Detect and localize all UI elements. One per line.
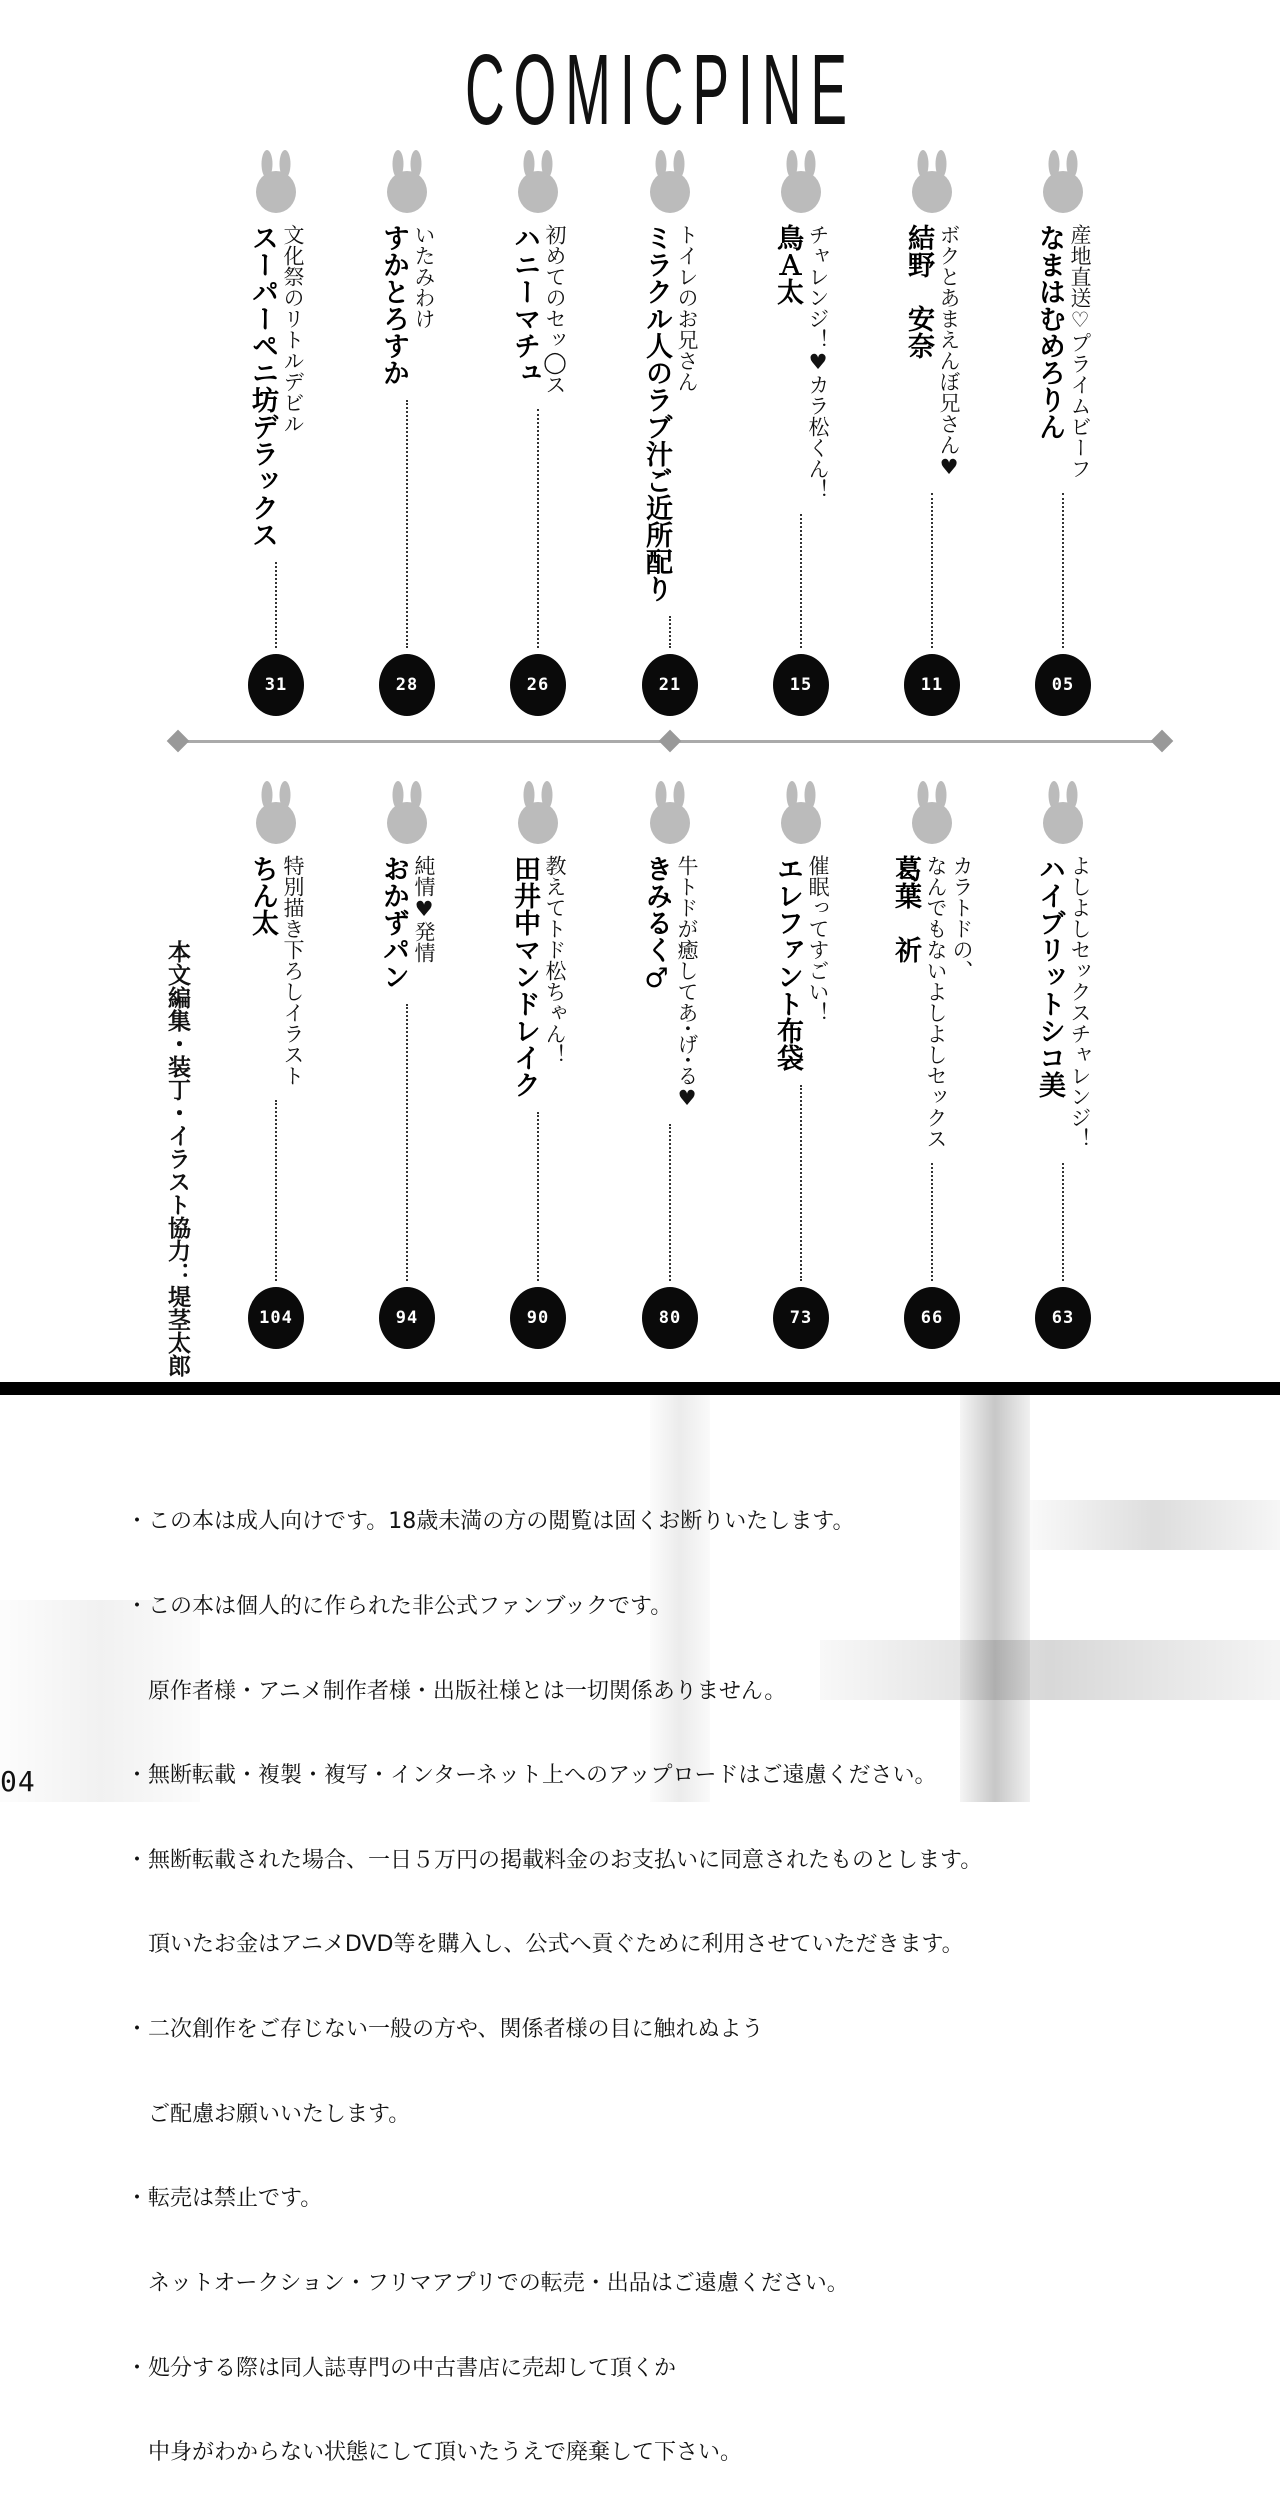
note-line: ・この本は個人的に作られた非公式ファンブックです。 [126, 1594, 673, 1620]
note-line: ネットオークション・フリマアプリでの転売・出品はご遠慮ください。 [126, 2270, 849, 2296]
page-number-badge: 31 [248, 654, 304, 716]
author-name: 田井中マンドレイク [509, 855, 540, 1098]
bunny-icon [644, 150, 696, 214]
bunny-icon [381, 150, 433, 214]
timeline-diamond-left [167, 730, 190, 753]
page-number-badge: 73 [773, 1287, 829, 1349]
bunny-icon [906, 150, 958, 214]
page-number-badge: 28 [379, 654, 435, 716]
page-number-badge: 26 [510, 654, 566, 716]
author-name: 鳥Ａ太 [772, 224, 803, 305]
note-line: ご配慮お願いいたします。 [126, 2101, 411, 2127]
story-title: 牛トドが癒してあ･げ･る♥ [675, 855, 699, 1110]
author-name: ちん太 [247, 855, 278, 936]
bunny-icon [512, 781, 564, 845]
page-number-badge: 63 [1035, 1287, 1091, 1349]
story-title: なんでもないよしよしセックス [924, 855, 948, 1149]
page-number-badge: 15 [773, 654, 829, 716]
note-line: ・無断転載・複製・複写・インターネット上へのアップロードはご遠慮ください。 [126, 1763, 937, 1789]
toc-entry[interactable] [1008, 781, 1118, 1349]
bunny-icon [775, 781, 827, 845]
dotted-leader [669, 1124, 671, 1281]
dotted-leader [406, 1004, 408, 1281]
author-name: スーパーペニ坊デラックス [247, 224, 278, 548]
dotted-leader [406, 400, 408, 648]
story-title: 純情♥発情 [412, 855, 436, 963]
story-title: 特別描き下ろしイラスト [281, 855, 305, 1086]
toc-entry[interactable] [483, 781, 593, 1349]
bunny-icon [775, 150, 827, 214]
dotted-leader [800, 514, 802, 648]
story-title: 産地直送♡プライムビーフ [1068, 224, 1092, 479]
page-number-badge: 11 [904, 654, 960, 716]
story-title: チャレンジ！♥カラ松くん！ [806, 224, 830, 500]
toc-entry[interactable] [483, 150, 593, 716]
dotted-leader [1062, 1163, 1064, 1281]
bunny-icon [381, 781, 433, 845]
author-name: エレファント布袋 [772, 855, 803, 1071]
dotted-leader [669, 616, 671, 648]
author-name: おかずパン [378, 855, 409, 990]
story-title: ボクとあまえんぼ兄さん♥ [937, 224, 961, 479]
toc-entry[interactable] [877, 150, 987, 716]
author-name: 葛葉 祈 [890, 855, 921, 963]
editorial-credit: 本文編集・装丁・イラスト協力：堤茎太郎 [164, 940, 190, 1377]
story-title: 教えてトド松ちゃん！ [543, 855, 567, 1065]
dotted-leader [931, 493, 933, 648]
bunny-icon [250, 150, 302, 214]
note-line: ・処分する際は同人誌専門の中古書店に売却して頂くか [126, 2355, 677, 2381]
dotted-leader [931, 1163, 933, 1281]
toc-entry[interactable] [221, 150, 331, 716]
story-title: カラトドの、 [950, 855, 974, 981]
toc-entry[interactable] [877, 781, 987, 1349]
toc-entry[interactable] [221, 781, 331, 1349]
bunny-icon [250, 781, 302, 845]
note-line: ・この本は成人向けです。18歳未満の方の閲覧は固くお断りいたします。 [126, 1509, 855, 1535]
timeline-diamond-center [659, 730, 682, 753]
bunny-icon [644, 781, 696, 845]
story-title: 文化祭のリトルデビル [281, 224, 305, 434]
note-line: 中身がわからない状態にして頂いたうえで廃棄して下さい。 [126, 2440, 743, 2466]
page-number-badge: 66 [904, 1287, 960, 1349]
story-title: いたみわけ [412, 224, 436, 329]
toc-entry[interactable] [352, 781, 462, 1349]
author-name: なまはむめろりん [1034, 224, 1065, 440]
author-name: すかとろすか [378, 224, 409, 386]
author-name: 結野 安奈 [903, 224, 934, 359]
bunny-icon [1037, 150, 1089, 214]
dotted-leader [1062, 493, 1064, 648]
dotted-leader [800, 1085, 802, 1281]
story-title: 催眠ってすごい！ [806, 855, 830, 1023]
page-number-badge: 80 [642, 1287, 698, 1349]
dotted-leader [275, 562, 277, 648]
toc-entry[interactable] [1008, 150, 1118, 716]
story-title: よしよしセックスチャレンジ！ [1068, 855, 1092, 1149]
page-number: 04 [0, 1765, 36, 1798]
toc-entry[interactable] [746, 781, 856, 1349]
divider-bar [0, 1382, 1280, 1395]
disclaimer-notes [126, 1452, 982, 2496]
page-number-badge: 94 [379, 1287, 435, 1349]
page-number-badge: 104 [248, 1287, 304, 1349]
story-title: 初めてのセッ◯ス [543, 224, 567, 395]
author-name: きみるく♂ [641, 855, 672, 994]
toc-entry[interactable] [615, 781, 725, 1349]
note-line: ・無断転載された場合、一日５万円の掲載料金のお支払いに同意されたものとします。 [126, 1847, 983, 1873]
author-name: ミラクル人のラブ汁ご近所配り [641, 224, 672, 602]
dotted-leader [275, 1100, 277, 1281]
dotted-leader [537, 409, 539, 648]
toc-entry[interactable] [746, 150, 856, 716]
author-name: ハイブリットシコ美 [1034, 855, 1065, 1098]
toc-entry[interactable] [352, 150, 462, 716]
comicpine-logo: COMICPINE [465, 34, 856, 146]
author-name: ハニーマチュ [509, 224, 540, 386]
bunny-icon [512, 150, 564, 214]
note-line: ・転売は禁止です。 [126, 2186, 323, 2212]
note-line: 頂いたお金はアニメDVD等を購入し、公式へ貢ぐために利用させていただきます。 [126, 1932, 964, 1958]
page-number-badge: 21 [642, 654, 698, 716]
note-line: 原作者様・アニメ制作者様・出版社様とは一切関係ありません。 [126, 1678, 787, 1704]
bunny-icon [1037, 781, 1089, 845]
page-number-badge: 90 [510, 1287, 566, 1349]
dotted-leader [537, 1112, 539, 1281]
bunny-icon [906, 781, 958, 845]
toc-entry[interactable] [615, 150, 725, 716]
story-title: トイレのお兄さん [675, 224, 699, 392]
note-line: ・二次創作をご存じない一般の方や、関係者様の目に触れぬよう [126, 2017, 764, 2043]
page-number-badge: 05 [1035, 654, 1091, 716]
timeline-diamond-right [1151, 730, 1174, 753]
